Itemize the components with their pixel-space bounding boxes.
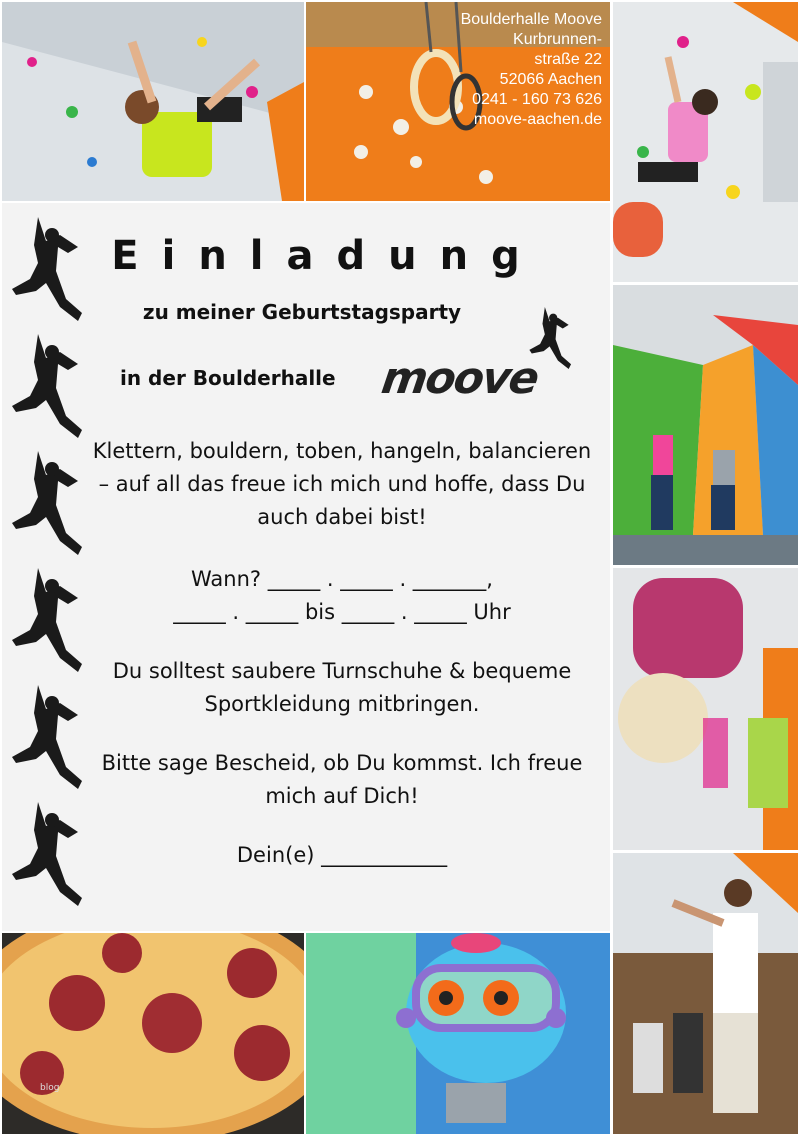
- venue-street-2: straße 22: [534, 51, 602, 68]
- invitation-subtitle-venue: in der Boulderhalle: [120, 366, 336, 390]
- photo-robot-toy: [306, 933, 610, 1134]
- rsvp-text: Bitte sage Bescheid, ob Du kommst. Ich freue mich auf Dich!: [101, 751, 583, 808]
- photo-rings-wall: [306, 2, 610, 201]
- signature-line: Dein(e) ____________: [236, 843, 448, 867]
- photo-boy-climbing: [2, 2, 304, 201]
- photo-colorful-wall: [613, 285, 798, 565]
- climber-silhouette-icon: [8, 798, 92, 910]
- activities-text: Klettern, bouldern, toben, hangeln, balancieren – auf all das freue ich mich und hoffe, dass Du auch dabei bist!: [92, 439, 592, 529]
- venue-phone: 0241 - 160 73 626: [472, 91, 602, 108]
- climber-silhouette-icon: [8, 447, 92, 559]
- bring-text: Du solltest saubere Turnschuhe & bequeme Sportkleidung mitbringen.: [112, 659, 572, 716]
- photo-upside-down: [613, 568, 798, 850]
- photo-girl-climbing: [613, 2, 798, 282]
- climber-silhouette-icon: [8, 681, 92, 793]
- climber-silhouette-icon: [527, 303, 577, 373]
- venue-street-1: Kurbrunnen-: [513, 31, 602, 48]
- invitation-subtitle-party: zu meiner Geburtstagsparty: [142, 300, 462, 324]
- climber-silhouette-icon: [8, 330, 92, 442]
- venue-city: 52066 Aachen: [499, 71, 602, 88]
- venue-name: Boulderhalle Moove: [460, 11, 602, 28]
- when-text: Wann? _____ . _____ . _______, _____ . _____ bis _____ . _____ Uhr: [173, 567, 511, 624]
- moove-logo: moove: [378, 353, 541, 404]
- invitation-title: Einladung: [111, 233, 543, 279]
- venue-info: [461, 10, 602, 130]
- photo-boy-pointing: [613, 853, 798, 1134]
- venue-website: moove-aachen.de: [473, 111, 602, 128]
- invitation-panel: [2, 203, 610, 931]
- watermark: blog: [40, 1083, 60, 1093]
- climber-silhouette-icon: [8, 564, 92, 676]
- photo-pizza: [2, 933, 304, 1134]
